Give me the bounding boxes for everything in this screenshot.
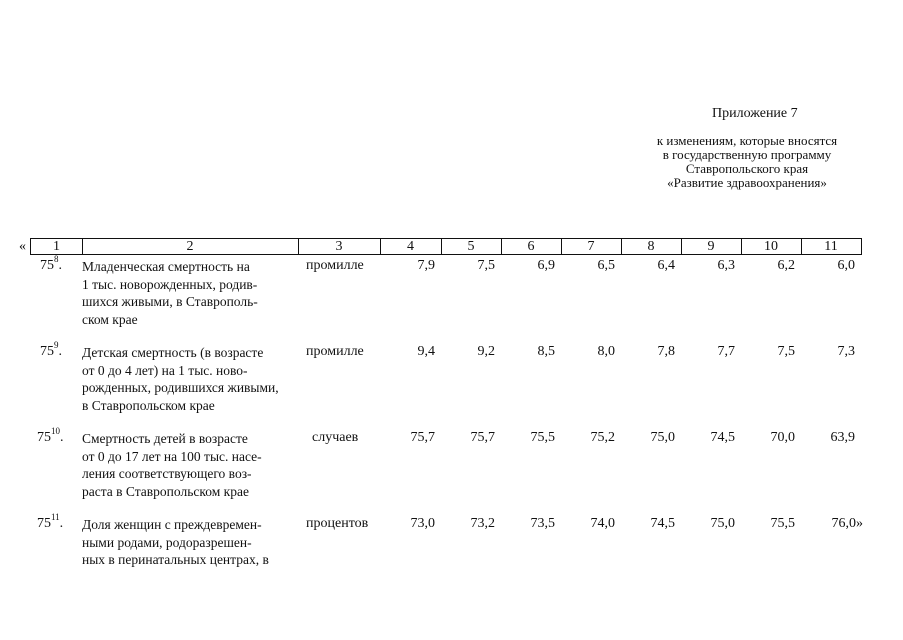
description-line: шихся живыми, в Ставрополь- [82,294,258,309]
column-header: 2 [82,238,299,255]
row-value: 7,3 [837,344,855,359]
row-description [82,516,292,569]
row-description [82,430,292,500]
annex-title: Приложение 7 [712,106,798,121]
row-value: 63,9 [830,430,855,445]
row-value: 74,0 [590,516,615,531]
row-value: 75,2 [590,430,615,445]
annex-subtitle-line: «Развитие здравоохранения» [667,175,827,190]
annex-subtitle-line: к изменениям, которые вносятся [656,133,838,148]
column-header: 1 [30,238,83,255]
row-unit: промилле [306,258,364,273]
description-line: ления соответствующего воз- [82,466,252,481]
row-unit: процентов [306,516,369,531]
row-value: 7,8 [657,344,675,359]
column-header: 7 [561,238,622,255]
row-value: 75,5 [770,516,795,531]
row-value: 8,5 [537,344,555,359]
row-number: $75^9$. [40,340,62,359]
row-value: 74,5 [710,430,735,445]
column-header: 5 [441,238,502,255]
row-unit: промилле [306,344,364,359]
row-number: $75^8$. [40,254,62,273]
row-value: 6,0 [837,258,855,273]
row-value: 75,7 [470,430,495,445]
description-line: раста в Ставропольском крае [82,483,249,499]
description-line: Детская смертность (в возрасте [82,345,264,360]
column-header: 4 [380,238,442,255]
annex-subtitle-line: в государственную программу [662,147,832,162]
row-value: 7,9 [417,258,435,273]
row-value: 73,0 [410,516,435,531]
row-value: 7,5 [777,344,795,359]
row-value: 70,0 [770,430,795,445]
description-line: ных в перинатальных центрах, в [82,552,269,567]
open-quote: « [19,239,26,254]
description-line: 1 тыс. новорожденных, родив- [82,276,258,292]
row-value: 6,5 [597,258,615,273]
row-value: 9,4 [417,344,435,359]
row-value: 6,4 [657,258,675,273]
description-line: рожденных, родившихся живыми, [82,380,279,395]
column-header: 11 [801,238,862,255]
column-header: 9 [681,238,742,255]
row-value: 75,5 [530,430,555,445]
row-value: 75,0 [650,430,675,445]
description-line: ными родами, родоразрешен- [82,534,252,550]
row-value: 75,7 [410,430,435,445]
row-description [82,344,292,414]
annex-subtitle [630,134,864,190]
description-line: в Ставропольском крае [82,397,215,413]
row-value: 6,9 [537,258,555,273]
row-value: 7,7 [717,344,735,359]
row-value: 76,0» [831,516,863,531]
row-value: 6,3 [717,258,735,273]
description-line: Смертность детей в возрасте [82,431,248,446]
column-header: 8 [621,238,682,255]
row-value: 75,0 [710,516,735,531]
row-value: 6,2 [777,258,795,273]
description-line: от 0 до 17 лет на 100 тыс. насе- [82,448,262,464]
column-header: 3 [298,238,381,255]
row-unit: случаев [312,430,359,445]
row-description [82,258,292,328]
description-line: от 0 до 4 лет) на 1 тыс. ново- [82,362,248,378]
column-header: 6 [501,238,562,255]
row-value: 9,2 [477,344,495,359]
row-number: $75^{11}$. [37,512,64,531]
row-number: $75^{10}$. [37,426,64,445]
annex-subtitle-line: Ставропольского края [685,161,809,176]
row-value: 73,2 [470,516,495,531]
row-value: 7,5 [477,258,495,273]
column-header: 10 [741,238,802,255]
row-value: 73,5 [530,516,555,531]
row-value: 74,5 [650,516,675,531]
description-line: Младенческая смертность на [82,259,250,274]
description-line: ском крае [82,311,138,327]
description-line: Доля женщин с преждевремен- [82,517,262,532]
row-value: 8,0 [597,344,615,359]
